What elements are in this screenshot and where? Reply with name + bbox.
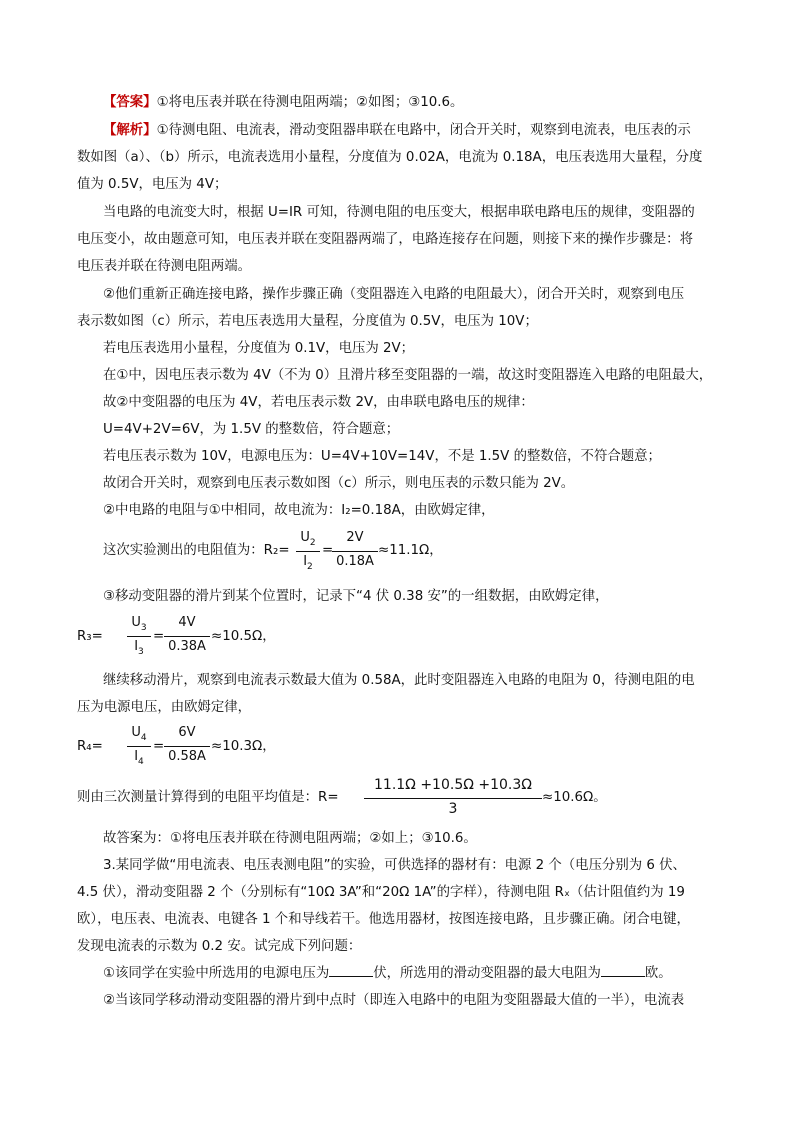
- eq2-result: ≈10.5Ω，: [211, 629, 276, 644]
- eq4-denominator: 3: [448, 801, 458, 817]
- eq2-den-value: 0.38A: [168, 639, 206, 654]
- eq1-fraction-bar-2: [332, 551, 378, 552]
- eq4-prefix: 则由三次测量计算得到的电阻平均值是：R=: [77, 790, 339, 805]
- q1-text-a: ①该同学在实验中所选用的电源电压为: [103, 966, 330, 981]
- eq1-den-value: 0.18A: [336, 554, 374, 569]
- analysis-line-4: 当电路的电流变大时，根据 U=IR 可知，待测电阻的电压变大，根据串联电路电压的规律，变阻器的: [103, 205, 695, 220]
- document-page: 【答案】①将电压表并联在待测电阻两端；②如图；③10.6。 【解析】①待测电阻、电流表，滑动变阻器串联在电路中，闭合开关时，观察到电流表，电压表的示 数如图（a）、（b）所示，电流表选用小量程，分度值为 0.02A，电流为 0.18A，电压表选用大量程，分度 值为 0.5V，电压为 4V； 当电路的电流变大时，根据 U=IR 可知，待测电阻的电压变大，根据串联电路电压的规律，变阻器的 电压变小，故由题意可知，电压表并联在变阻器两端了，电路连接存在问题，则接下来的操作步骤是：将 电压表并联在待测电阻两端。 ②他们重新正确连接电路，操作步骤正确（变阻器连入电路的电阻最大），闭合开关时，观察到电压 表示数如图（c）所示，若电压表选用大量程，分度值为 0.5V，电压为 10V； 若电压表选用小量程，分度值为 0.1V，电压为 2V； 在①中，因电压表示数为 4V（不为 0）且滑片移至变阻器的一端，故这时变阻器连入电路的电阻最大， 故②中变阻器的电压为 4V，若电压表示数 2V，由串联电路电压的规律： U=4V+2V=6V，为 1.5V 的整数倍，符合题意； 若电压表示数为 10V，电源电压为：U=4V+10V=14V，不是 1.5V 的整数倍，不符合题意； 故闭合开关时，观察到电压表示数如图（c）所示，则电压表的示数只能为 2V。 ②中电路的电阻与①中相同，故电流为：I₂=0.18A，由欧姆定律， 这次实验测出的电阻值为：R₂= $U_2$ $I_2$ = 2V 0.18A ≈11.1Ω， ③移动变阻器的滑片到某个位置时，记录下“4 伏 0.38 安”的一组数据，由欧姆定律， R₃= $U_3$ $I_3$ = 4V 0.38A ≈10.5Ω， 继续移动滑片，观察到电流表示数最大值为 0.58A，此时变阻器连入电路的电阻为 0，待测电阻的电 压为电源电压，由欧姆定律， R₄= $U_4$ $I_4$ = 6V 0.58A ≈10.3Ω， 则由三次测量计算得到的电阻平均值是：R= 11.1Ω +10.5Ω +10.3Ω 3 ≈10.6Ω。 故答案为：①将电压表并联在待测电阻两端；②如上；③10.6。 3.某同学做“用电流表、电压表测电阻”的实验，可供选择的器材有：电源 2 个（电压分别为 6 伏、 4.5 伏），滑动变阻器 2 个（分别标有“10Ω 3A”和“20Ω 1A”的字样），待测电阻 Rₓ（估计阻值约为 19 欧），电压表、电流表、电键各 1 个和导线若干。他选用器材，按图连接电路，且步骤正确。闭合电键， 发现电流表的示数为 0.2 安。试完成下列问题： ①该同学在实验中所选用的电源电压为 伏，所选用的滑动变阻器的最大电阻为 欧。 ②当该同学移动滑动变阻器的滑片到中点时（即连入电路中的电阻为变阻器最大值的一半），电流表: [0, 0, 793, 1122]
- eq4-fraction: [364, 777, 542, 823]
- eq3-fraction-symbolic: [127, 725, 151, 771]
- eq1-num-var: U: [300, 530, 310, 545]
- analysis-line-5: 电压变小，故由题意可知，电压表并联在变阻器两端了，电路连接存在问题，则接下来的操作步骤是：将: [77, 232, 693, 247]
- analysis-line-14: 故闭合开关时，观察到电压表示数如图（c）所示，则电压表的示数只能为 2V。: [103, 476, 575, 491]
- analysis-line-15: ②中电路的电阻与①中相同，故电流为：I₂=0.18A，由欧姆定律，: [103, 503, 495, 518]
- answer-text: ①将电压表并联在待测电阻两端；②如图；③10.6。: [156, 95, 464, 110]
- question3-line-3: 欧），电压表、电流表、电键各 1 个和导线若干。他选用器材，按图连接电路，且步骤正确。闭合电键，: [77, 912, 690, 927]
- eq3-den-sub: 4: [138, 757, 144, 767]
- eq3-prefix: R₄=: [77, 739, 103, 754]
- analysis-line-1: [103, 121, 691, 141]
- answer-line: [103, 93, 463, 113]
- eq4-result: ≈10.6Ω。: [542, 790, 607, 805]
- eq1-fraction-symbolic: [296, 530, 320, 576]
- eq4-numerator: 11.1Ω +10.5Ω +10.3Ω: [374, 777, 532, 793]
- eq3-num-value: 6V: [178, 725, 196, 740]
- analysis-line-9: 若电压表选用小量程，分度值为 0.1V，电压为 2V；: [103, 341, 415, 356]
- eq1-result: ≈11.1Ω，: [378, 543, 443, 558]
- eq3-den-var: I: [134, 749, 139, 764]
- eq2-num-sub: 3: [140, 623, 147, 633]
- eq2-den-sub: 3: [138, 647, 144, 657]
- question3-line-4: 发现电流表的示数为 0.2 安。试完成下列问题：: [77, 939, 362, 954]
- eq2-fraction-bar-2: [164, 636, 210, 637]
- analysis-line-17: 继续移动滑片，观察到电流表示数最大值为 0.58A，此时变阻器连入电路的电阻为 0，待测电阻的电: [103, 673, 695, 688]
- eq2-num-var: U: [131, 615, 141, 630]
- question3-part1: [103, 964, 672, 984]
- analysis-text-1: ①待测电阻、电流表，滑动变阻器串联在电路中，闭合开关时，观察到电流表，电压表的示: [156, 123, 691, 138]
- eq2-fraction-values: [164, 615, 210, 661]
- analysis-line-19: 故答案为：①将电压表并联在待测电阻两端；②如上；③10.6。: [103, 831, 477, 846]
- analysis-line-6: 电压表并联在待测电阻两端。: [77, 259, 252, 274]
- eq1-num-value: 2V: [346, 530, 364, 545]
- question3-line-2: 4.5 伏），滑动变阻器 2 个（分别标有“10Ω 3A”和“20Ω 1A”的字样），待测电阻 Rₓ（估计阻值约为 19: [77, 885, 685, 900]
- analysis-line-7: ②他们重新正确连接电路，操作步骤正确（变阻器连入电路的电阻最大），闭合开关时，观察到电压: [103, 287, 685, 302]
- question3-line-1: 3.某同学做“用电流表、电压表测电阻”的实验，可供选择的器材有：电源 2 个（电压分别为 6 伏、: [103, 858, 686, 873]
- eq3-fraction-bar-2: [164, 746, 210, 747]
- analysis-line-2: 数如图（a）、（b）所示，电流表选用小量程，分度值为 0.02A，电流为 0.18A，电压表选用大量程，分度: [77, 150, 703, 165]
- eq3-num-sub: 4: [140, 733, 147, 743]
- answer-tag: 【答案】: [103, 95, 157, 110]
- resistance-answer-blank[interactable]: [601, 964, 645, 977]
- eq3-fraction-values: [164, 725, 210, 771]
- eq2-fraction-symbolic: [127, 615, 151, 661]
- analysis-line-12: U=4V+2V=6V，为 1.5V 的整数倍，符合题意；: [103, 422, 400, 437]
- eq1-den-sub: 2: [307, 562, 313, 572]
- eq1-prefix: 这次实验测出的电阻值为：R₂=: [103, 543, 290, 558]
- eq1-fraction-values: [332, 530, 378, 576]
- analysis-tag: 【解析】: [103, 123, 157, 138]
- eq1-num-sub: 2: [309, 538, 316, 548]
- eq3-result: ≈10.3Ω，: [211, 739, 276, 754]
- eq1-den-var: I: [303, 554, 308, 569]
- eq2-fraction-bar: [127, 636, 151, 637]
- eq2-num-value: 4V: [178, 615, 196, 630]
- eq3-num-var: U: [131, 725, 141, 740]
- eq3-den-value: 0.58A: [168, 749, 206, 764]
- analysis-line-18: 压为电源电压，由欧姆定律，: [77, 700, 252, 715]
- analysis-line-13: 若电压表示数为 10V，电源电压为：U=4V+10V=14V，不是 1.5V 的整数倍，不符合题意；: [103, 449, 661, 464]
- analysis-line-11: 故②中变阻器的电压为 4V，若电压表示数 2V，由串联电路电压的规律：: [103, 395, 534, 410]
- eq3-fraction-bar: [127, 746, 151, 747]
- analysis-line-16: ③移动变阻器的滑片到某个位置时，记录下“4 伏 0.38 安”的一组数据，由欧姆定律，: [103, 589, 609, 604]
- analysis-line-3: 值为 0.5V，电压为 4V；: [77, 177, 228, 192]
- analysis-line-8: 表示数如图（c）所示，若电压表选用大量程，分度值为 0.5V，电压为 10V；: [77, 314, 538, 329]
- question3-part2: ②当该同学移动滑动变阻器的滑片到中点时（即连入电路中的电阻为变阻器最大值的一半），电流表: [103, 993, 685, 1008]
- q1-text-b: 伏，所选用的滑动变阻器的最大电阻为: [373, 966, 601, 981]
- eq4-fraction-bar: [364, 798, 542, 799]
- eq2-den-var: I: [134, 639, 139, 654]
- eq1-fraction-bar: [296, 551, 320, 552]
- eq2-prefix: R₃=: [77, 629, 103, 644]
- voltage-answer-blank[interactable]: [329, 964, 373, 977]
- q1-text-c: 欧。: [644, 966, 672, 981]
- analysis-line-10: 在①中，因电压表示数为 4V（不为 0）且滑片移至变阻器的一端，故这时变阻器连入电路的电阻最大，: [103, 368, 713, 383]
